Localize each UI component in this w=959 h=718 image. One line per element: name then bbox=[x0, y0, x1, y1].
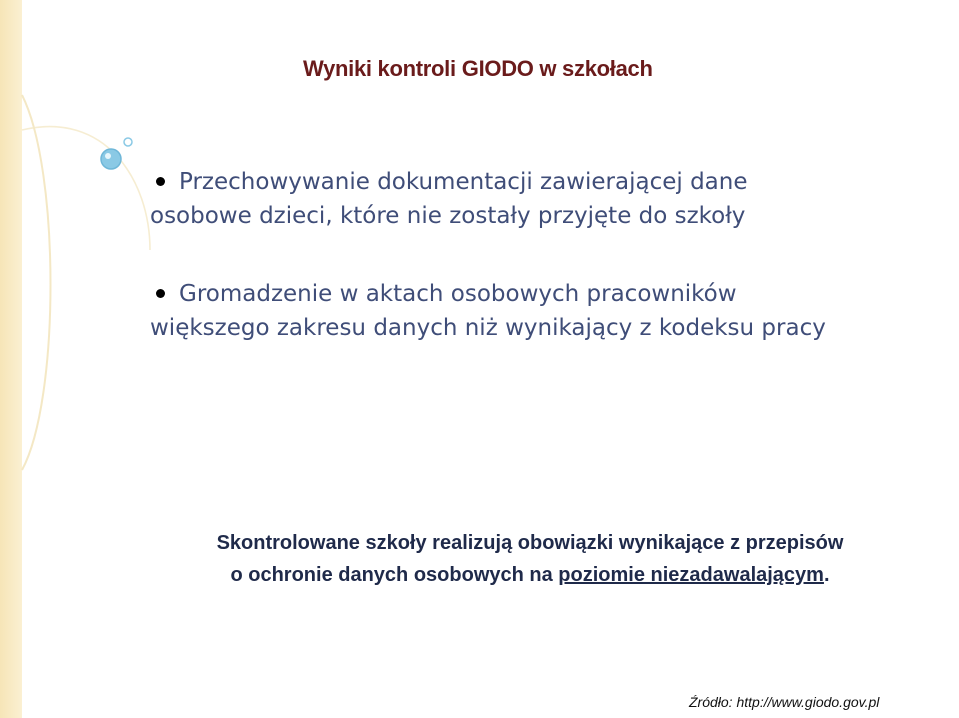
summary-line-2-prefix: o ochronie danych osobowych na bbox=[230, 564, 559, 586]
bullet-dot-icon bbox=[156, 289, 165, 298]
bullet-1-line-2: osobowe dzieci, które nie zostały przyjęte do szkoły bbox=[150, 203, 746, 229]
source-citation: Źródło: http://www.giodo.gov.pl bbox=[689, 694, 880, 710]
bubble-icon bbox=[101, 149, 121, 169]
bullet-item-2 bbox=[150, 277, 930, 345]
title-part-1: Wyniki kontroli bbox=[303, 56, 456, 81]
summary-text bbox=[150, 527, 910, 591]
summary-line-2-suffix: . bbox=[823, 564, 830, 586]
bullet-dot-icon bbox=[156, 177, 165, 186]
bullet-item-1 bbox=[150, 165, 930, 233]
bullet-2-line-2: większego zakresu danych niż wynikający z kodeksu pracy bbox=[150, 315, 826, 341]
title-part-2: GIODO w szkołach bbox=[461, 56, 653, 81]
small-bubble-icon bbox=[124, 138, 132, 146]
page-title bbox=[303, 56, 653, 82]
summary-emphasis: poziomie niezadawalającym bbox=[558, 564, 824, 586]
bullet-2-line-1: Gromadzenie w aktach osobowych pracowników bbox=[179, 281, 737, 307]
arc-line-1 bbox=[22, 95, 51, 470]
bullet-1-line-1: Przechowywanie dokumentacji zawierającej dane bbox=[179, 169, 748, 195]
bullet-list bbox=[150, 165, 930, 345]
summary-line-1: Skontrolowane szkoły realizują obowiązki wynikające z przepisów bbox=[216, 532, 844, 554]
bubble-highlight-icon bbox=[105, 153, 111, 159]
